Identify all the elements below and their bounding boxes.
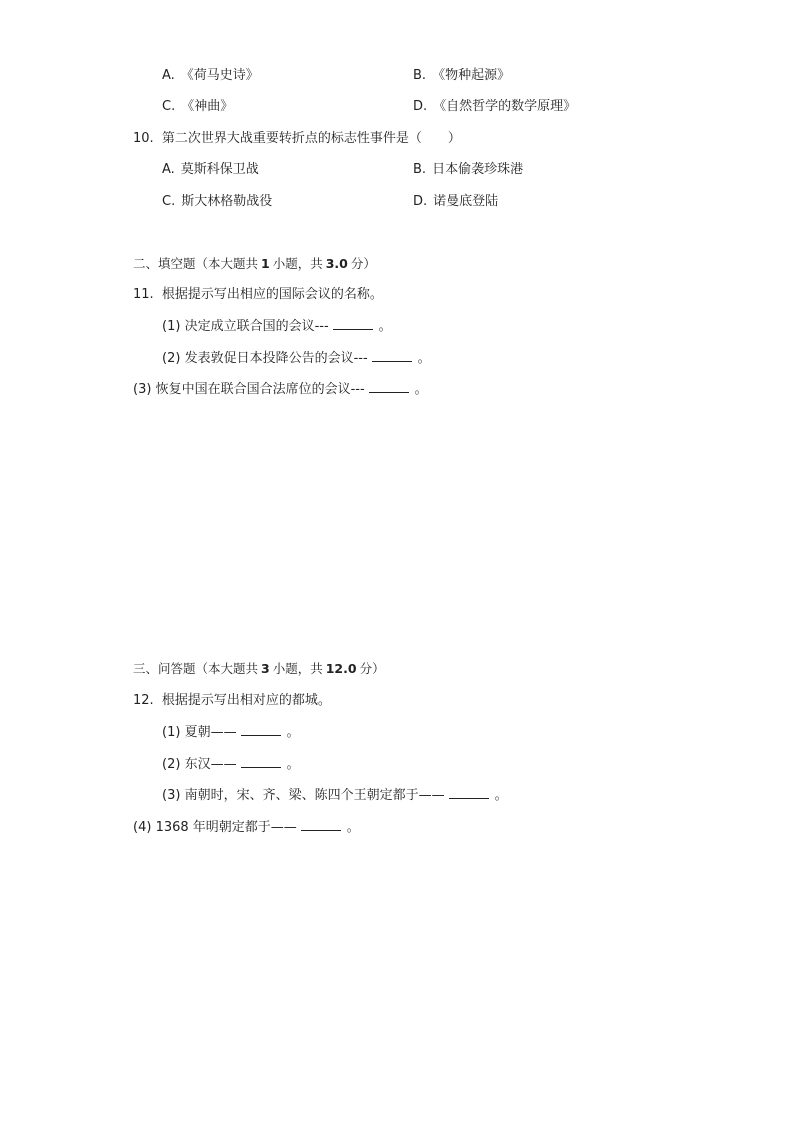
section-score: 3.0 bbox=[325, 256, 348, 271]
sub-end: 。 bbox=[414, 382, 428, 397]
q11-sub-3 bbox=[133, 380, 428, 399]
section-middle: 小题，共 bbox=[272, 661, 323, 676]
q11-stem bbox=[133, 286, 383, 304]
section-prefix: 三、问答题（本大题共 bbox=[133, 661, 259, 676]
question-text: 根据提示写出相对应的都城。 bbox=[161, 693, 331, 708]
q10-option-c bbox=[162, 193, 272, 211]
option-letter: B. bbox=[413, 162, 427, 177]
section-heading-qa bbox=[133, 660, 385, 678]
option-text: 《自然哲学的数学原理》 bbox=[433, 99, 577, 114]
sub-text: 1368 年明朝定都于—— bbox=[155, 820, 297, 835]
option-letter: C. bbox=[162, 99, 176, 114]
sub-label: (2) bbox=[162, 757, 181, 772]
q10-stem bbox=[133, 130, 461, 148]
answer-blank[interactable] bbox=[241, 723, 281, 736]
section-suffix: 分） bbox=[359, 661, 385, 676]
section-count: 1 bbox=[261, 256, 270, 271]
question-number: 10. bbox=[133, 131, 154, 146]
answer-blank[interactable] bbox=[241, 755, 281, 768]
sub-label: (3) bbox=[133, 382, 152, 397]
sub-label: (1) bbox=[162, 319, 181, 334]
answer-blank[interactable] bbox=[333, 317, 373, 330]
sub-text: 恢复中国在联合国合法席位的会议--- bbox=[155, 382, 365, 397]
q10-option-d bbox=[413, 193, 498, 211]
answer-blank[interactable] bbox=[369, 380, 409, 393]
sub-text: 东汉—— bbox=[184, 757, 237, 772]
q12-sub-2 bbox=[162, 755, 300, 774]
option-text: 诺曼底登陆 bbox=[433, 194, 499, 209]
option-text: 日本偷袭珍珠港 bbox=[432, 162, 524, 177]
sub-label: (2) bbox=[162, 351, 181, 366]
option-letter: A. bbox=[162, 162, 175, 177]
q11-sub-2 bbox=[162, 349, 431, 368]
sub-text: 南朝时，宋、齐、梁、陈四个王朝定都于—— bbox=[184, 788, 445, 803]
section-middle: 小题，共 bbox=[272, 256, 323, 271]
question-text: 根据提示写出相应的国际会议的名称。 bbox=[161, 287, 383, 302]
q12-sub-1 bbox=[162, 723, 300, 742]
sub-end: 。 bbox=[346, 820, 360, 835]
answer-blank[interactable] bbox=[301, 818, 341, 831]
q12-sub-3 bbox=[162, 786, 508, 805]
option-text: 斯大林格勒战役 bbox=[181, 194, 273, 209]
section-count: 3 bbox=[261, 661, 270, 676]
option-letter: D. bbox=[413, 99, 428, 114]
sub-label: (3) bbox=[162, 788, 181, 803]
sub-text: 夏朝—— bbox=[184, 725, 237, 740]
sub-text: 发表敦促日本投降公告的会议--- bbox=[184, 351, 368, 366]
q12-sub-4 bbox=[133, 818, 360, 837]
sub-text: 决定成立联合国的会议--- bbox=[184, 319, 329, 334]
option-letter: D. bbox=[413, 194, 428, 209]
section-heading-fill-in bbox=[133, 255, 376, 273]
option-letter: B. bbox=[413, 68, 427, 83]
q12-stem bbox=[133, 692, 331, 710]
q11-sub-1 bbox=[162, 317, 392, 336]
q9-option-b bbox=[413, 67, 510, 85]
q9-option-c bbox=[162, 98, 233, 116]
option-letter: A. bbox=[162, 68, 175, 83]
q9-option-d bbox=[413, 98, 576, 116]
q9-option-a bbox=[162, 67, 259, 85]
sub-end: 。 bbox=[378, 319, 392, 334]
option-text: 《物种起源》 bbox=[432, 68, 511, 83]
q10-option-a bbox=[162, 161, 259, 179]
sub-end: 。 bbox=[494, 788, 508, 803]
answer-blank[interactable] bbox=[449, 786, 489, 799]
section-suffix: 分） bbox=[350, 256, 376, 271]
answer-blank[interactable] bbox=[372, 349, 412, 362]
option-text: 《荷马史诗》 bbox=[180, 68, 259, 83]
option-letter: C. bbox=[162, 194, 176, 209]
question-number: 11. bbox=[133, 287, 154, 302]
sub-end: 。 bbox=[417, 351, 431, 366]
section-score: 12.0 bbox=[325, 661, 357, 676]
question-text: 第二次世界大战重要转折点的标志性事件是（ ） bbox=[161, 131, 461, 146]
sub-label: (4) bbox=[133, 820, 152, 835]
sub-end: 。 bbox=[286, 757, 300, 772]
q10-option-b bbox=[413, 161, 523, 179]
sub-end: 。 bbox=[286, 725, 300, 740]
section-prefix: 二、填空题（本大题共 bbox=[133, 256, 259, 271]
option-text: 《神曲》 bbox=[181, 99, 234, 114]
sub-label: (1) bbox=[162, 725, 181, 740]
question-number: 12. bbox=[133, 693, 154, 708]
option-text: 莫斯科保卫战 bbox=[180, 162, 259, 177]
